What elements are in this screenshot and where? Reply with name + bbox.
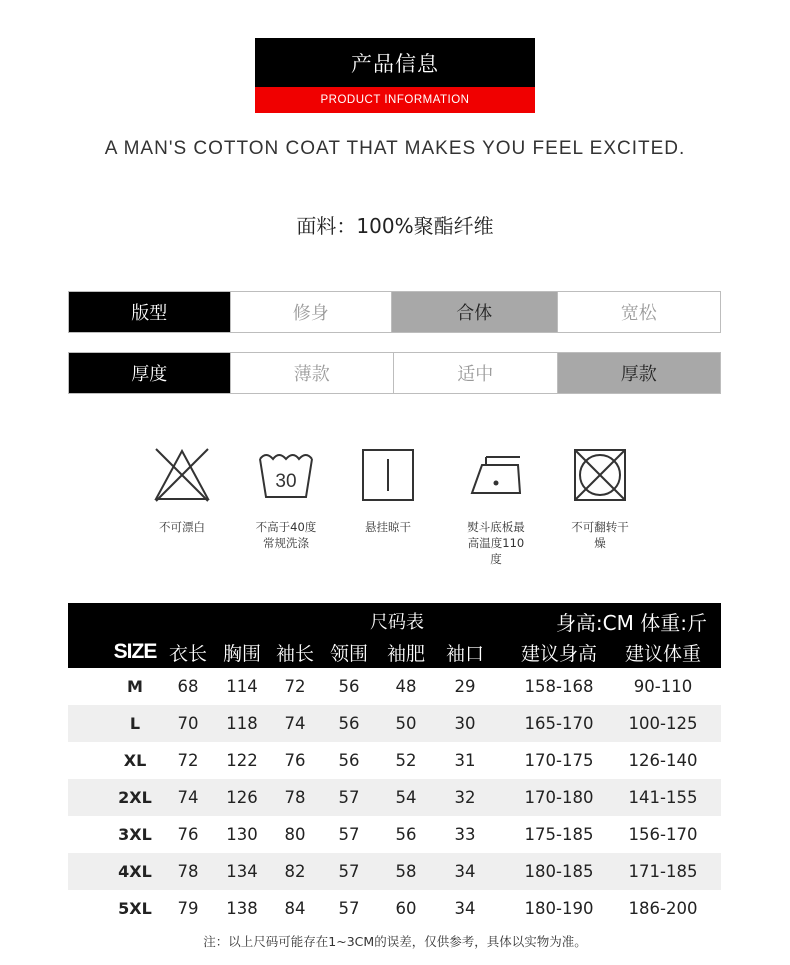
table-cell: 180-185 bbox=[524, 862, 594, 881]
table-row bbox=[68, 890, 721, 927]
fit-label: 版型 bbox=[69, 292, 230, 332]
wash-30-icon bbox=[256, 445, 316, 505]
table-cell: 60 bbox=[395, 899, 417, 918]
size-cell: XL bbox=[123, 751, 147, 770]
fit-option-regular: 合体 bbox=[391, 292, 557, 332]
size-cell: L bbox=[129, 714, 141, 733]
table-cell: 180-190 bbox=[524, 899, 594, 918]
hang-dry-icon bbox=[358, 445, 418, 505]
fabric-info: 面料：100%聚酯纤维 bbox=[296, 214, 494, 238]
table-cell: 58 bbox=[395, 862, 417, 881]
table-cell: 170-180 bbox=[524, 788, 594, 807]
table-cell: 141-155 bbox=[628, 788, 698, 807]
no-bleach-icon bbox=[152, 445, 212, 505]
iron-icon bbox=[466, 445, 526, 505]
table-row bbox=[68, 668, 721, 705]
col-header-sleeve-width: 袖肥 bbox=[386, 642, 426, 665]
size-cell: 2XL bbox=[118, 788, 152, 807]
table-cell: 170-175 bbox=[524, 751, 594, 770]
table-cell: 122 bbox=[226, 751, 258, 770]
fit-option-slim: 修身 bbox=[230, 292, 392, 332]
table-row bbox=[68, 816, 721, 853]
fit-row bbox=[68, 291, 721, 333]
table-cell: 171-185 bbox=[628, 862, 698, 881]
thickness-row bbox=[68, 352, 721, 394]
table-cell: 186-200 bbox=[628, 899, 698, 918]
table-cell: 52 bbox=[395, 751, 417, 770]
thickness-option-thick: 厚款 bbox=[557, 353, 721, 393]
table-cell: 90-110 bbox=[633, 677, 693, 696]
care-iron bbox=[451, 445, 541, 567]
table-cell: 57 bbox=[338, 899, 360, 918]
size-table-title: 尺码表 bbox=[370, 612, 424, 633]
col-header-weight: 建议体重 bbox=[624, 642, 702, 665]
table-cell: 126 bbox=[226, 788, 258, 807]
table-cell: 118 bbox=[226, 714, 258, 733]
col-header-sleeve: 袖长 bbox=[275, 642, 315, 665]
no-tumble-dry-icon bbox=[570, 445, 630, 505]
table-cell: 175-185 bbox=[524, 825, 594, 844]
thickness-option-thin: 薄款 bbox=[230, 353, 394, 393]
care-hang-dry bbox=[343, 445, 433, 535]
table-cell: 84 bbox=[284, 899, 306, 918]
table-cell: 56 bbox=[338, 714, 360, 733]
tagline: A MAN'S COTTON COAT THAT MAKES YOU FEEL EXCITED. bbox=[104, 138, 686, 159]
table-cell: 29 bbox=[454, 677, 476, 696]
table-cell: 57 bbox=[338, 862, 360, 881]
table-cell: 31 bbox=[454, 751, 476, 770]
table-cell: 54 bbox=[395, 788, 417, 807]
table-row bbox=[68, 742, 721, 779]
table-cell: 134 bbox=[226, 862, 258, 881]
table-cell: 76 bbox=[284, 751, 306, 770]
table-cell: 165-170 bbox=[524, 714, 594, 733]
table-cell: 72 bbox=[177, 751, 199, 770]
table-cell: 34 bbox=[454, 899, 476, 918]
table-cell: 50 bbox=[395, 714, 417, 733]
thickness-label: 厚度 bbox=[69, 353, 230, 393]
care-label: 熨斗底板最高温度110度 bbox=[467, 520, 525, 566]
header-title-en: PRODUCT INFORMATION bbox=[255, 87, 535, 113]
table-cell: 57 bbox=[338, 825, 360, 844]
col-header-size: SIZE bbox=[113, 640, 157, 663]
col-header-chest: 胸围 bbox=[222, 642, 262, 665]
table-cell: 114 bbox=[226, 677, 258, 696]
table-row bbox=[68, 853, 721, 890]
thickness-option-medium: 适中 bbox=[393, 353, 557, 393]
table-cell: 100-125 bbox=[628, 714, 698, 733]
size-table-units: 身高:CM 体重:斤 bbox=[555, 611, 707, 635]
table-cell: 68 bbox=[177, 677, 199, 696]
col-header-collar: 领围 bbox=[329, 642, 369, 665]
care-label: 不可漂白 bbox=[159, 520, 205, 534]
care-wash bbox=[241, 445, 331, 551]
table-cell: 74 bbox=[284, 714, 306, 733]
table-cell: 30 bbox=[454, 714, 476, 733]
table-cell: 33 bbox=[454, 825, 476, 844]
table-cell: 56 bbox=[395, 825, 417, 844]
table-cell: 48 bbox=[395, 677, 417, 696]
size-cell: 4XL bbox=[118, 862, 152, 881]
table-cell: 57 bbox=[338, 788, 360, 807]
table-cell: 34 bbox=[454, 862, 476, 881]
care-no-tumble bbox=[555, 445, 645, 551]
table-cell: 32 bbox=[454, 788, 476, 807]
table-cell: 130 bbox=[226, 825, 258, 844]
size-cell: 5XL bbox=[118, 899, 152, 918]
col-header-length: 衣长 bbox=[168, 642, 208, 665]
table-row bbox=[68, 705, 721, 742]
table-cell: 78 bbox=[177, 862, 199, 881]
product-info-header bbox=[255, 38, 535, 113]
size-cell: 3XL bbox=[118, 825, 152, 844]
care-no-bleach bbox=[137, 445, 227, 535]
table-cell: 158-168 bbox=[524, 677, 594, 696]
fit-option-loose: 宽松 bbox=[557, 292, 721, 332]
table-cell: 70 bbox=[177, 714, 199, 733]
wash-temp: 30 bbox=[275, 471, 297, 492]
table-cell: 74 bbox=[177, 788, 199, 807]
col-header-height: 建议身高 bbox=[520, 642, 598, 665]
table-cell: 126-140 bbox=[628, 751, 698, 770]
size-cell: M bbox=[127, 677, 143, 696]
size-note: 注：以上尺码可能存在1~3CM的误差，仅供参考，具体以实物为准。 bbox=[203, 934, 587, 949]
table-cell: 56 bbox=[338, 677, 360, 696]
care-label: 不可翻转干燥 bbox=[571, 520, 629, 550]
care-label: 不高于40度常规洗涤 bbox=[255, 520, 317, 550]
table-cell: 76 bbox=[177, 825, 199, 844]
col-header-cuff: 袖口 bbox=[445, 642, 485, 665]
table-row bbox=[68, 779, 721, 816]
table-cell: 79 bbox=[177, 899, 199, 918]
care-label: 悬挂晾干 bbox=[365, 520, 411, 534]
size-table-header-row bbox=[68, 636, 721, 668]
size-table-title-bar bbox=[68, 603, 721, 636]
table-cell: 78 bbox=[284, 788, 306, 807]
table-cell: 56 bbox=[338, 751, 360, 770]
table-cell: 82 bbox=[284, 862, 306, 881]
table-cell: 72 bbox=[284, 677, 306, 696]
header-title-cn: 产品信息 bbox=[255, 38, 535, 87]
table-cell: 80 bbox=[284, 825, 306, 844]
table-cell: 138 bbox=[226, 899, 258, 918]
table-cell: 156-170 bbox=[628, 825, 698, 844]
